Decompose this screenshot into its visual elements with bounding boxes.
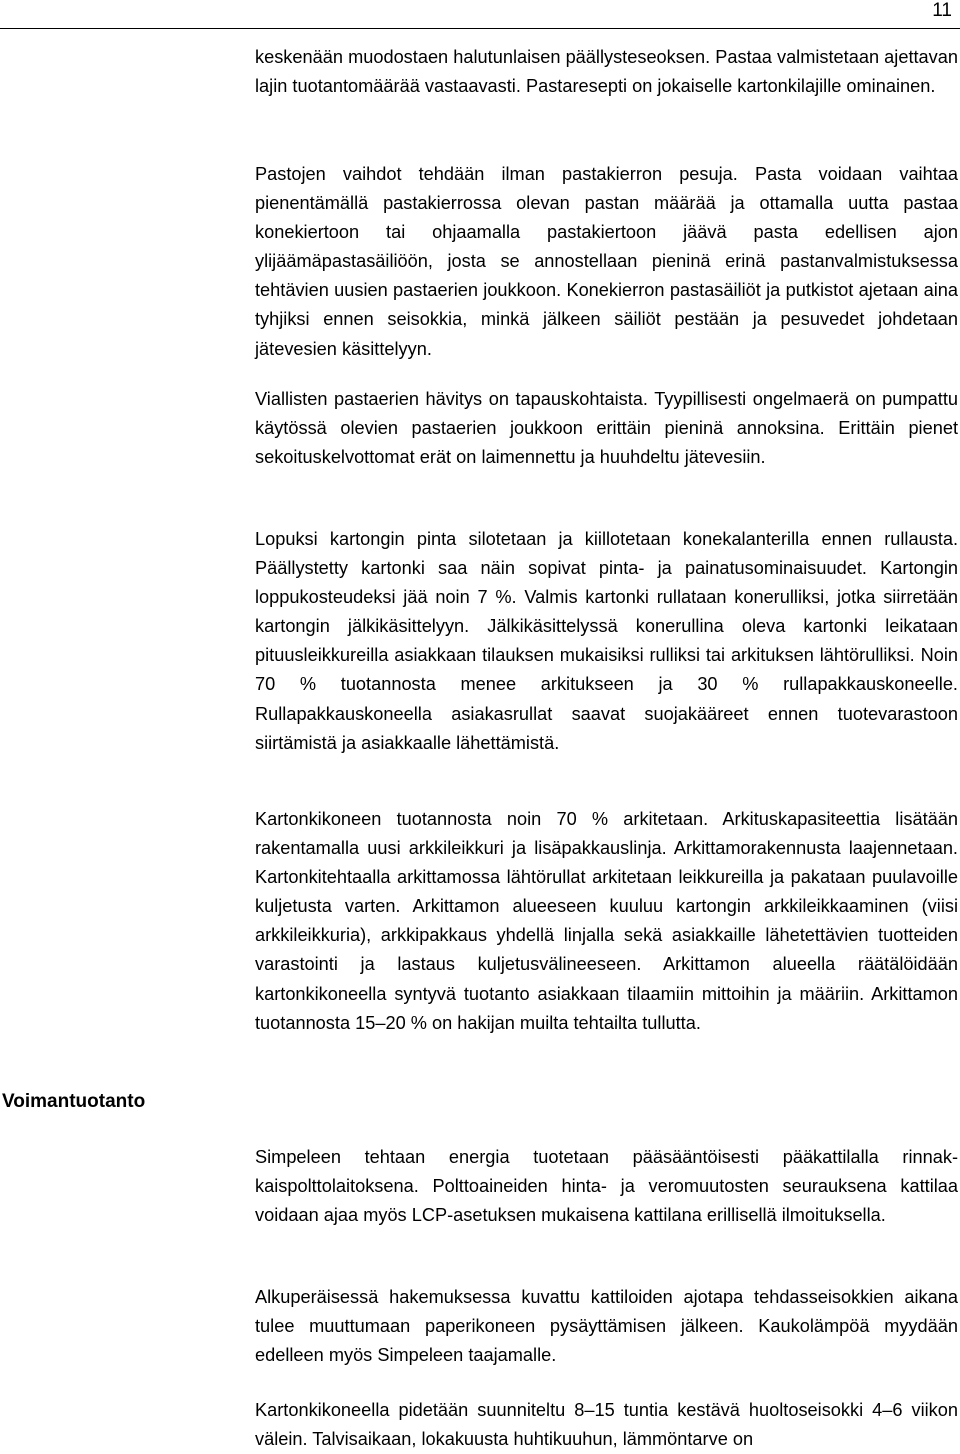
body-paragraph: Simpeleen tehtaan energia tuotetaan pääsääntöisesti pääkattilalla rinnakkaispolttolaitoksena. Polttoaineiden hinta- ja veromuutosten seurauksena kattilaa voidaan ajaa myös LCP-asetuksen mukaisena kattilana erillisellä ilmoituksella. [255,1147,958,1226]
section-heading-voimantuotanto: Voimantuotanto [2,1091,146,1112]
body-paragraph: Pastojen vaihdot tehdään ilman pastakierron pesuja. Pasta voidaan vaihtaa pienentämällä pastakierrossa olevan pastan määrää ja ottamalla uutta pastaa konekiertoon tai ohjaamalla pastakiertoon jäävä pasta edellisen ajon ylijäämäpastasäiliöön, josta se annostellaan pieninä erinä pastanvalmistuksessa tehtävien uusien pastaerien joukkoon. Konekierron pastasäiliöt ja putkistot ajetaan aina tyhjiksi ennen seisokkia, minkä jälkeen säiliöt pestään ja pesuvedet johdetaan jätevesien käsittelyyn. [255,164,958,359]
body-paragraph: Kartonkikoneella pidetään suunniteltu 8–15 tuntia kestävä huoltoseisokki 4–6 viikon välein. Talvisaikaan, lokakuusta huhtikuuhun, lämmöntarve on [255,1400,958,1450]
header-rule [0,28,960,29]
body-paragraph: Kartonkikoneen tuotannosta noin 70 % arkitetaan. Arkituskapasiteettia lisätään rakentamalla uusi arkkileikkuri ja lisäpakkauslinja. Arkittamorakennusta laajennetaan. Kartonkitehtaalla arkittamossa lähtörullat arkitetaan leikkureilla ja pakataan puulavoille kuljetusta varten. Arkittamon alueeseen kuuluu kartongin arkkileikkaaminen (viisi arkkileikkuria), arkkipakkaus yhdellä linjalla sekä asiakkaille lähetettävien tuotteiden varastointi ja lastaus kuljetusvälineeseen. Arkittamon alueella räätälöidään kartonkikoneella syntyvä tuotanto asiakkaan tilaamiin mittoihin ja määriin. Arkittamon tuotannosta 15–20 % on hakijan muilta tehtailta tullutta. [255,809,958,1033]
body-paragraph: Viallisten pastaerien hävitys on tapauskohtaista. Tyypillisesti ongelmaerä on pumpattu käytössä olevien pastaerien joukkoon erittäin pieninä annoksina. Erittäin pienet sekoituskelvottomat erät on laimennettu ja huuhdeltu jätevesiin. [255,389,958,468]
page-number: 11 [932,0,952,21]
body-paragraph: Alkuperäisessä hakemuksessa kuvattu kattiloiden ajotapa tehdasseisokkien aikana tulee muuttumaan paperikoneen pysäyttämisen jälkeen. Kaukolämpöä myydään edelleen myös Simpeleen taajamalle. [255,1287,958,1366]
body-paragraph: Lopuksi kartongin pinta silotetaan ja kiillotetaan konekalanterilla ennen rullausta. Päällystetty kartonki saa näin sopivat pinta- ja painatusominaisuudet. Kartongin loppukosteudeksi jää noin 7 %. Valmis kartonki rullataan konerulliksi, jotka siirretään kartongin jälkikäsittelyyn. Jälkikäsittelyssä konerullina oleva kartonki leikataan pituusleikkureilla asiakkaan tilauksen mukaisiksi rulliksi tai arkituksen lähtörulliksi. Noin 70 % tuotannosta menee arkitukseen ja 30 % rullapakkauskoneelle. Rullapakkauskoneella asiakasrullat saavat suojakääreet ennen tuotevarastoon siirtämistä ja asiakkaalle lähettämistä. [255,529,958,753]
body-paragraph: keskenään muodostaen halutunlaisen päällysteseoksen. Pastaa valmistetaan ajettavan lajin tuotantomäärää vastaavasti. Pastaresepti on jokaiselle kartonkilajille ominainen. [255,47,958,97]
